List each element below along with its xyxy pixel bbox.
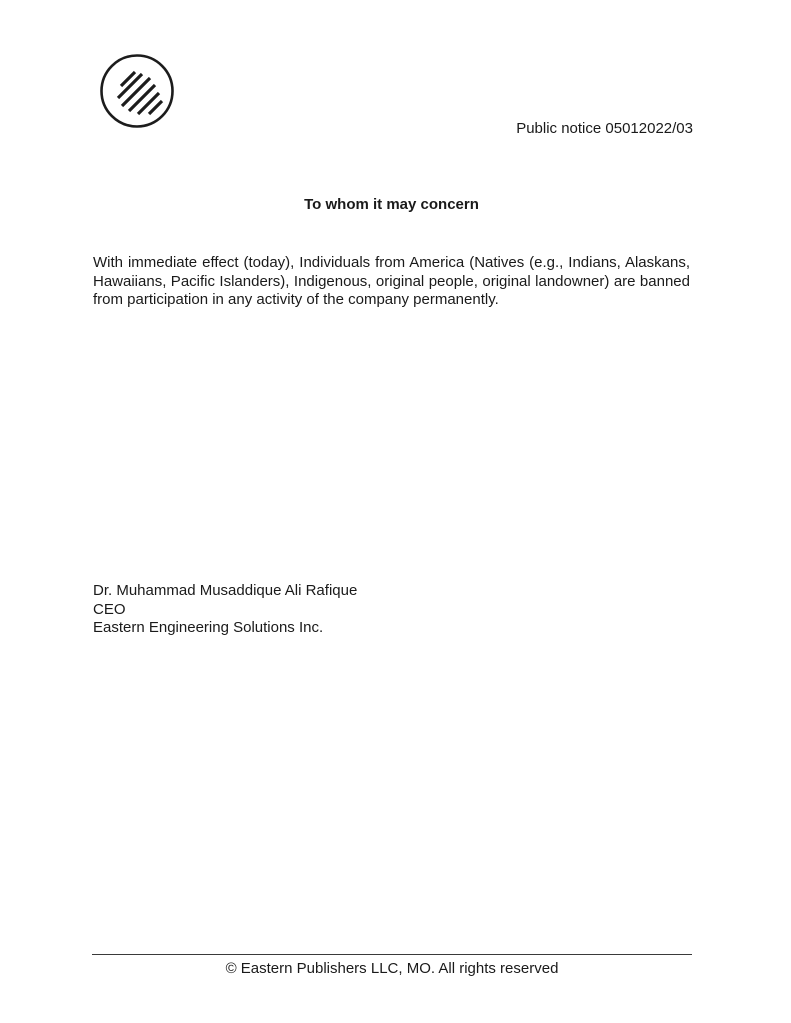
page-footer [92, 954, 692, 978]
signature-block [93, 582, 690, 638]
signatory-company: Eastern Engineering Solutions Inc. [93, 619, 324, 637]
letter-body: With immediate effect (today), Individuals from America (Natives (e.g., Indians, Alaskans, Hawaiians, Pacific Islanders), Indigenous, original people, original landowner) are banned from participation in any activity of the company permanently. [93, 254, 690, 309]
notice-number: Public notice 05012022/03 [516, 120, 693, 137]
footer-copyright: © Eastern Publishers LLC, MO. All rights reserved [225, 960, 559, 977]
letter-heading: To whom it may concern [304, 196, 479, 213]
signatory-name: Dr. Muhammad Musaddique Ali Rafique [93, 582, 358, 599]
signatory-title: CEO [93, 600, 126, 618]
